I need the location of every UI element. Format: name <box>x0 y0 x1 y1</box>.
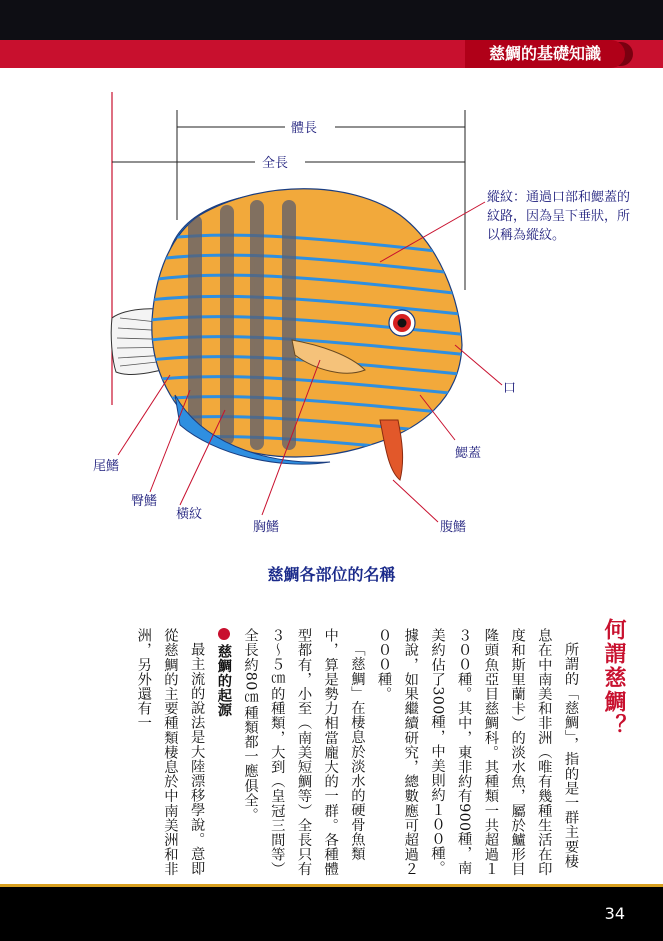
label-stripe-note: 縱紋：通過口部和鰓蓋的紋路，因為呈下垂狀，所以稱為縱紋。 <box>487 190 631 243</box>
label-pelvic-fin: 腹鰭 <box>440 520 467 535</box>
page-number: 34 <box>604 904 625 923</box>
label-cross-band: 橫紋 <box>176 507 203 522</box>
header-stripes <box>0 0 663 40</box>
article-heading: 何謂慈鯛？ <box>601 618 626 738</box>
footer-bar <box>0 887 663 941</box>
label-anal-fin: 臀鰭 <box>131 494 158 509</box>
paragraph-3: 最主流的說法是大陸漂移學說。意即從慈鯛的主要種類棲息於中南美洲和非洲，另外還有一 <box>135 628 206 877</box>
bullet-dot-icon <box>218 628 230 640</box>
article-body <box>64 628 584 878</box>
figure-caption: 慈鯛各部位的名稱 <box>267 565 396 584</box>
sub-heading <box>210 628 237 878</box>
label-pectoral-fin: 胸鰭 <box>253 520 280 535</box>
label-body-length: 體長 <box>291 121 318 136</box>
label-tail-fin: 尾鰭 <box>93 459 120 474</box>
chapter-title: 慈鯛的基礎知識 <box>465 40 625 68</box>
label-mouth: 口 <box>503 381 517 396</box>
paragraph-2: 「慈鯛」在棲息於淡水的硬骨魚類中，算是勢力相當龐大的一群。各種體型都有，小至（南美短鯛等）全長只有３～５㎝的種類，大到（皇冠三間等）全長約80㎝種類都一應俱全。 <box>242 628 366 877</box>
paragraph-1: 所謂的「慈鯛」，指的是一群主要棲息在中南美和非洲（唯有幾種生活在印度和斯里蘭卡）的淡水魚，屬於鱸形目隆頭魚亞目慈鯛科。其種類一共超過１３００種。其中，東非約有900種，南美約佔了300種，中美則約１００種。據說，如果繼續研究，總數應可超過２０００種。 <box>376 628 579 877</box>
fish-diagram <box>0 80 663 600</box>
label-total-length: 全長 <box>262 156 289 171</box>
sub-heading-text: 慈鯛的起源 <box>215 644 232 717</box>
label-gill-cover: 鰓蓋 <box>455 446 482 461</box>
